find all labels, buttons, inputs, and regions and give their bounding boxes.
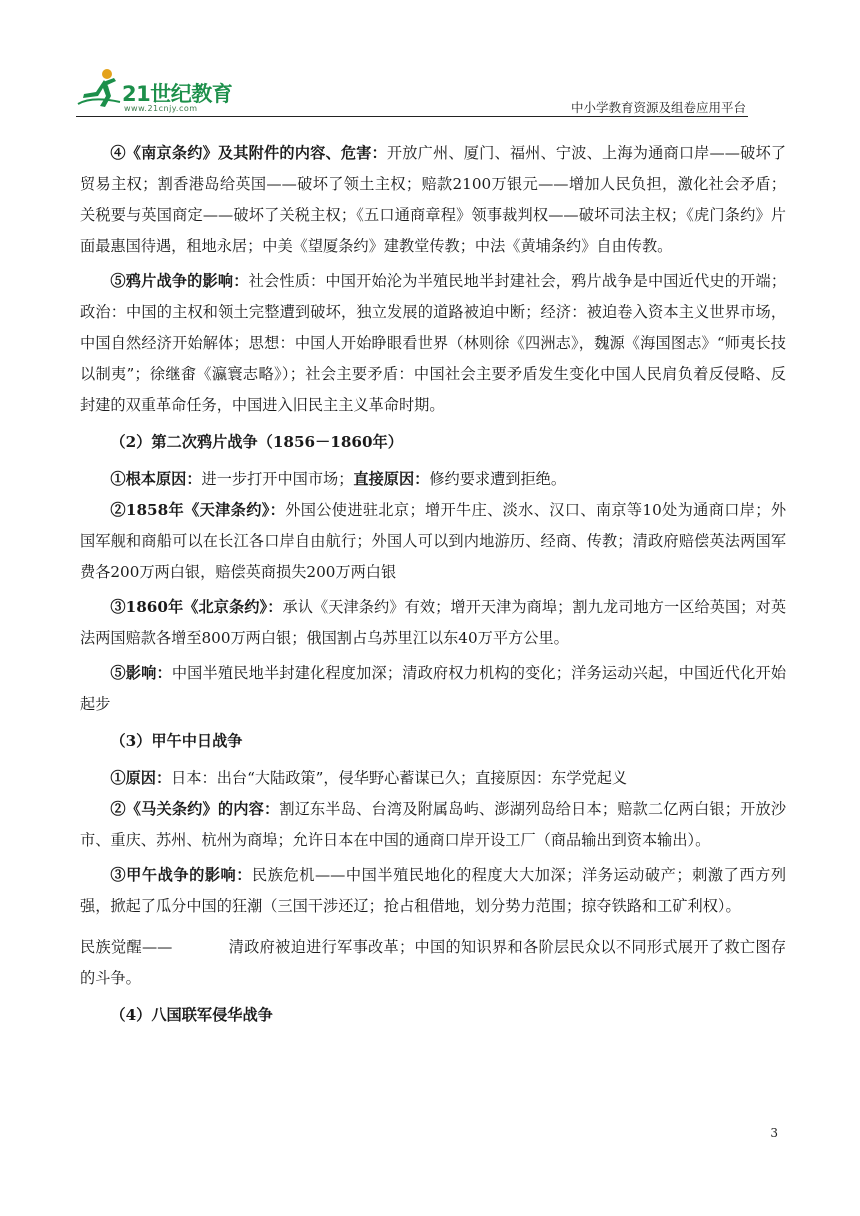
section-heading-sino-japanese-war: （3）甲午中日战争 (110, 732, 243, 750)
paragraph-beijing-treaty (80, 592, 786, 654)
logo-text: 21世纪教育 (122, 82, 233, 106)
paragraph-war-causes (80, 763, 786, 794)
paragraph-heading: ③甲午战争的影响： (110, 866, 253, 884)
paragraph-heading: ⑤鸦片战争的影响： (110, 272, 249, 290)
paragraph-heading: ⑤影响： (110, 664, 172, 682)
paragraph-text: 社会性质：中国开始沦为半殖民地半封建社会，鸦片战争是中国近代史的开端；政治：中国的主权和领土完整遭到破坏，独立发展的道路被迫中断；经济：被迫卷入资本主义世界市场，中国自然经济开始解体；思想：中国人开始睁眼看世界（林则徐《四洲志》，魏源《海国图志》“师夷长技以制夷”；徐继畬《瀛寰志略》）；社会主要矛盾：中国社会主要矛盾发生变化中国人民肩负着反侵略、反封建的双重革命任务，中国进入旧民主主义革命时期。 (80, 272, 787, 414)
paragraph-impact (80, 658, 786, 720)
paragraph-text: 中国半殖民地半封建化程度加深；清政府权力机构的变化；洋务运动兴起，中国近代化开始起步 (80, 664, 787, 713)
paragraph-heading: ①原因： (110, 769, 172, 787)
paragraph-heading: ②1858年《天津条约》： (110, 501, 286, 519)
logo-url: www.21cnjy.com (124, 104, 198, 113)
logo (76, 66, 246, 118)
page-header (76, 66, 748, 120)
paragraph-text: 承认《天津条约》有效；增开天津为商埠；割九龙司地方一区给英国；对英法两国赔款各增至800万两白银；俄国割占乌苏里江以东40万平方公里。 (80, 598, 787, 647)
paragraph-text: 清政府被迫进行军事改革；中国的知识界和各阶层民众以不同形式展开了救亡图存的斗争。 (80, 938, 787, 987)
header-divider (76, 116, 748, 117)
paragraph-heading: ③1860年《北京条约》： (110, 598, 283, 616)
paragraph-text: 外国公使进驻北京；增开牛庄、淡水、汉口、南京等10处为通商口岸；外国军舰和商船可以在长江各口岸自由航行；外国人可以到内地游历、经商、传教；清政府赔偿英法两国军费各200万两白银，赔偿英商损失200万两白银 (80, 501, 787, 581)
page-number: 3 (770, 1126, 778, 1140)
paragraph-shimonoseki-treaty (80, 794, 786, 856)
paragraph-heading: 直接原因： (353, 470, 430, 488)
paragraph-text: 开放广州、厦门、福州、宁波、上海为通商口岸——破坏了贸易主权；割香港岛给英国——破坏了领土主权；赔款2100万银元——增加人民负担，激化社会矛盾；关税要与英国商定——破坏了关税主权；《五口通商章程》领事裁判权——破坏司法主权；《虎门条约》片面最惠国待遇，租地永居；中美《望厦条约》建教堂传教；中法《黄埔条约》自由传教。 (80, 144, 787, 255)
paragraph-heading: ②《马关条约》的内容： (110, 800, 280, 818)
paragraph-tianjin-treaty (80, 495, 786, 588)
paragraph-heading: ①根本原因： (110, 470, 202, 488)
document-body (80, 138, 786, 1037)
section-heading-second-opium-war: （2）第二次鸦片战争（1856－1860年） (110, 433, 403, 451)
runner-logo-icon (76, 66, 122, 110)
section-heading-eight-nation-alliance: （4）八国联军侵华战争 (110, 1006, 273, 1024)
paragraph-lead: 民族觉醒—— (80, 938, 173, 956)
platform-name: 中小学教育资源及组卷应用平台 (570, 100, 746, 115)
paragraph-causes (80, 464, 786, 495)
paragraph-national-awakening (80, 932, 786, 994)
paragraph-text: 进一步打开中国市场； (201, 470, 354, 488)
paragraph-opium-war-impact (80, 266, 786, 421)
paragraph-war-impact (80, 860, 786, 922)
paragraph-text: 日本：出台“大陆政策”，侵华野心蓄谋已久；直接原因：东学党起义 (171, 769, 628, 787)
paragraph-text: 民族危机——中国半殖民地化的程度大大加深；洋务运动破产；刺激了西方列强，掀起了瓜分中国的狂潮（三国干涉还辽；抢占租借地，划分势力范围；掠夺铁路和工矿利权）。 (80, 866, 787, 915)
paragraph-heading: ④《南京条约》及其附件的内容、危害： (110, 144, 387, 162)
paragraph-nanjing-treaty (80, 138, 786, 262)
paragraph-text: 修约要求遭到拒绝。 (429, 470, 567, 488)
paragraph-text: 割辽东半岛、台湾及附属岛屿、澎湖列岛给日本；赔款二亿两白银；开放沙市、重庆、苏州、杭州为商埠；允许日本在中国的通商口岸开设工厂（商品输出到资本输出）。 (80, 800, 787, 849)
